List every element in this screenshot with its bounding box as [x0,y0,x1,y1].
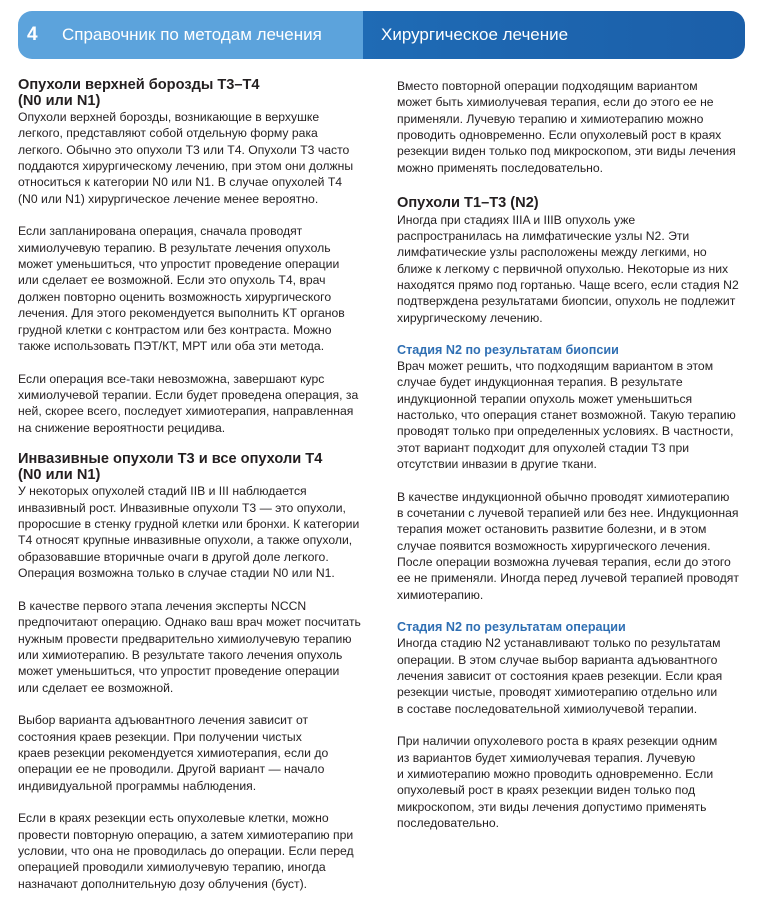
subheading-n2-biopsy: Стадия N2 по результатам биопсии [397,342,619,357]
paragraph: При наличии опухолевого роста в краях резекции одним из вариантов будет химиолучевая терапия. Лучевую и химиотерапию можно проводить одновременно. Если опухолевый рост в краях резекции виден только под микроскопом, эти виды лечения допустимо применять последовательно. [397,734,718,830]
paragraph: Выбор варианта адъювантного лечения зависит от состояния краев резекции. При получении чистых краев резекции рекомендуется химиотерапия, если до операции ее не проводили. Другой вариант — начало индивидуальной программы наблюдения. [18,713,329,793]
paragraph: Если операция все-таки невозможна, завершают курс химиолучевой терапии. Если будет проведена операция, за ней, скорее всего, последует химиотерапия, направленная на снижение вероятности рецидива. [18,371,359,435]
subheading-n2-surgery: Стадия N2 по результатам операции [397,620,626,635]
heading-t1-t3-n2: Опухоли T1–T3 (N2) [397,195,539,212]
right-column [397,78,759,848]
heading-invasive-tumors: Инвазивные опухоли T3 и все опухоли T4 (N0 или N1) [18,451,323,483]
section-title: Хирургическое лечение [381,25,569,44]
chapter-number: 4 [27,24,38,45]
paragraph: Опухоли верхней борозды, возникающие в верхушке легкого, представляют собой отдельную форму рака легкого. Обычно это опухоли T3 или T4. Опухоли T3 часто поддаются хирургическому лечению, при этом они должны относиться к категории N0 или N1. В случае опухолей T4 (N0 или N1) хирургическое лечение менее вероятно. [18,110,354,206]
chapter-banner [18,11,363,59]
paragraph: В качестве индукционной обычно проводят химиотерапию в сочетании с лучевой терапией или без нее. Индукционная терапия может остановить развитие болезни, и в этом случае появится возможность хирургического лечения. После операции возможна лучевая терапия, если до этого ее не применяли. Иногда перед лучевой терапией проводят химиотерапию. [397,489,739,602]
chapter-title: Справочник по методам лечения [62,25,322,44]
heading-superior-sulcus: Опухоли верхней борозды T3–T4 (N0 или N1) [18,77,260,109]
paragraph: Вместо повторной операции подходящим вариантом может быть химиолучевая терапия, если до этого ее не применяли. Лучевую терапию и химиотерапию можно проводить одновременно. Если опухолевый рост в краях резекции виден только под микроскопом, эти виды лечения можно применять последовательно. [397,79,736,175]
paragraph: Если запланирована операция, сначала проводят химиолучевую терапию. В результате лечения опухоль может уменьшиться, что упростит проведение операции или сделает ее возможной. Если это опухоль T4, врач должен повторно оценить возможность хирургического лечения. Для этого рекомендуется выполнить КТ органов грудной клетки с контрастом или без контраста. Можно также использовать ПЭТ/КТ, МРТ или оба эти метода. [18,224,345,353]
paragraph: В качестве первого этапа лечения эксперты NCCN предпочитают операцию. Однако ваш врач может посчитать нужным провести предварительно химиолучевую терапию или химиотерапию. В результате такого лечения опухоль может уменьшиться, что упростит проведение операции или сделает ее возможной. [18,598,361,695]
paragraph: Врач может решить, что подходящим вариантом в этом случае будет индукционная терапия. В результате индукционной терапии опухоль может уменьшиться настолько, что операция станет возможной. Такую терапию проводят только при определенных условиях. В частности, этот вариант подходит для опухолей стадии T3 при отсутствии инвазии в другие ткани. [397,358,736,472]
section-banner [363,11,745,59]
paragraph: Иногда стадию N2 устанавливают только по результатам операции. В этом случае выбор варианта адъювантного лечения зависит от состояния краев резекции. Если края резекции чистые, проводят химиотерапию отдельно или в составе последовательной химиолучевой терапии. [397,636,723,716]
page-header [18,11,745,59]
left-column [18,78,378,908]
paragraph: У некоторых опухолей стадий IIB и III наблюдается инвазивный рост. Инвазивные опухоли T3 — это опухоли, проросшие в стенку грудной клетки или бронхи. К категории T4 относят крупные инвазивные опухоли, а также опухоли, образовавшие вторичные очаги в другой доле легкого. Операция возможна только в случае стадии N0 или N1. [18,484,360,581]
paragraph: Если в краях резекции есть опухолевые клетки, можно провести повторную операцию, а затем химиотерапию при условии, что она не проводилась до операции. Если перед операцией проводили химиолучевую терапию, иногда назначают дополнительную дозу облучения (буст). [18,811,354,891]
paragraph: Иногда при стадиях IIIA и IIIB опухоль уже распространилась на лимфатические узлы N2. Эти лимфатические узлы расположены между легкими, но ближе к легкому с первичной опухолью. Некоторые из них находятся прямо под гортанью. Чаще всего, если стадия N2 подтверждена результатами биопсии, опухоль не подлежит хирургическому лечению. [397,212,739,325]
